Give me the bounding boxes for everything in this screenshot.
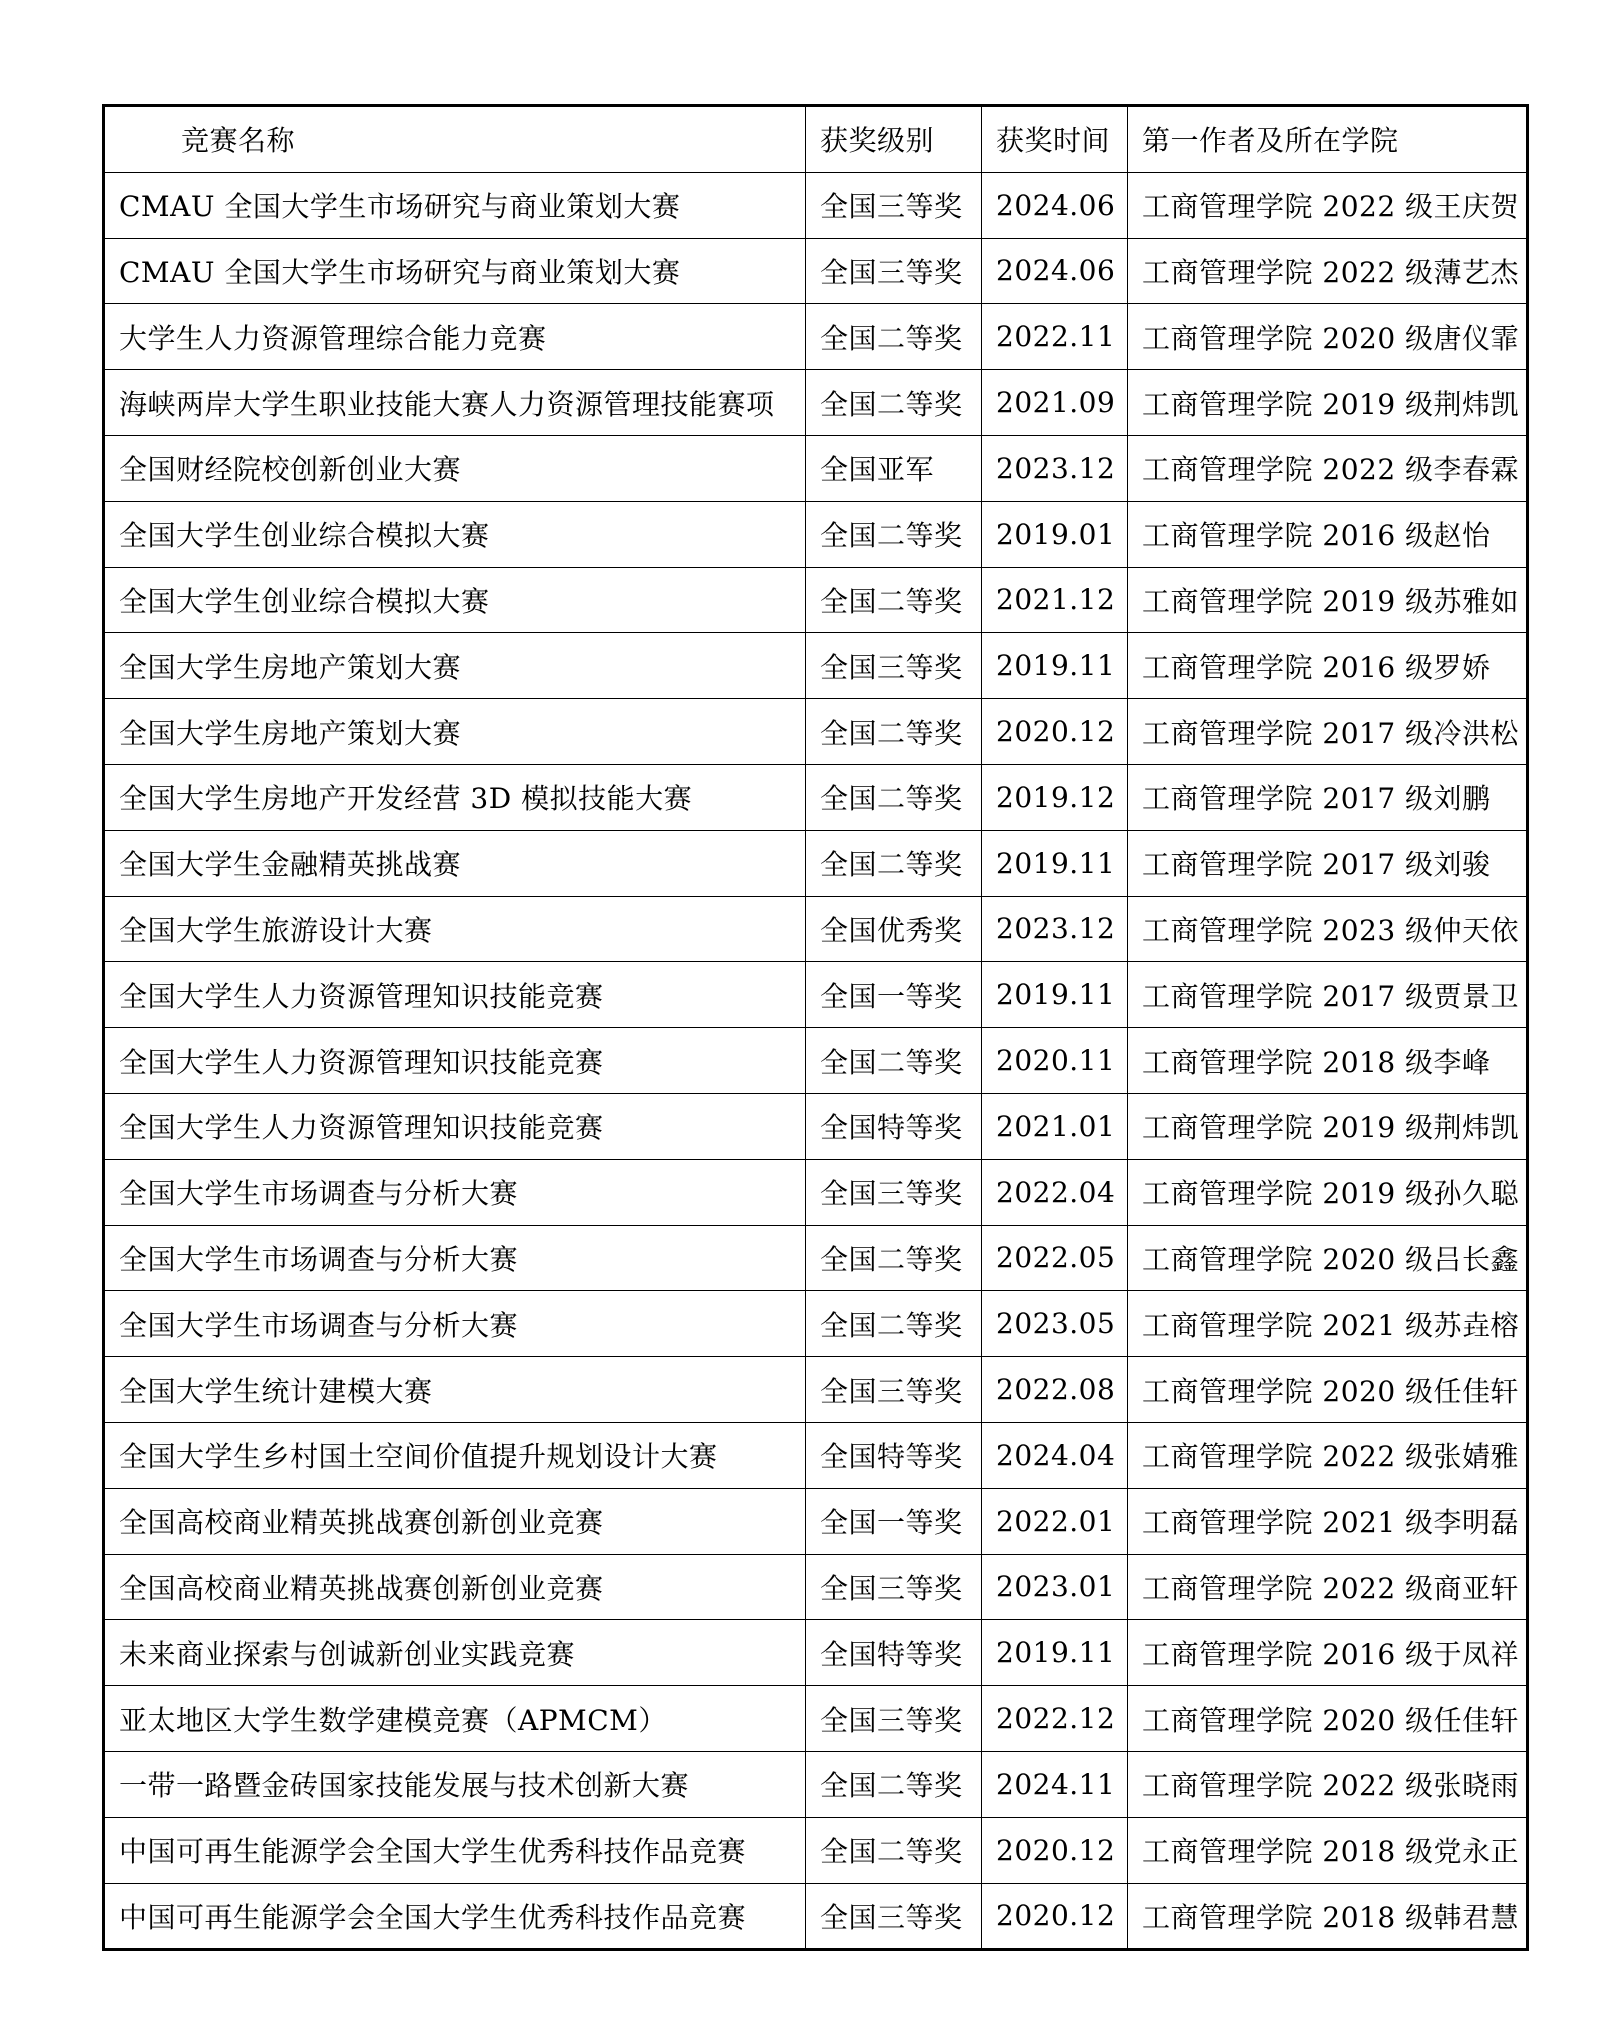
table-row: [104, 1357, 1528, 1423]
cell-competition-name: 全国大学生乡村国土空间价值提升规划设计大赛: [104, 1422, 806, 1488]
header-award-level: 获奖级别: [806, 106, 982, 173]
cell-award-level: 全国优秀奖: [806, 896, 982, 962]
cell-first-author: 工商管理学院 2022 级薄艺杰: [1128, 238, 1528, 304]
cell-award-level: 全国特等奖: [806, 1093, 982, 1159]
cell-first-author: 工商管理学院 2022 级王庆贺: [1128, 172, 1528, 238]
header-first-author: 第一作者及所在学院: [1128, 106, 1528, 173]
cell-award-level: 全国三等奖: [806, 633, 982, 699]
cell-award-level: 全国亚军: [806, 435, 982, 501]
cell-first-author: 工商管理学院 2020 级吕长鑫: [1128, 1225, 1528, 1291]
cell-first-author: 工商管理学院 2017 级刘骏: [1128, 830, 1528, 896]
cell-award-level: 全国二等奖: [806, 764, 982, 830]
cell-first-author: 工商管理学院 2017 级贾景卫: [1128, 962, 1528, 1028]
cell-first-author: 工商管理学院 2021 级苏垚榕: [1128, 1291, 1528, 1357]
table-row: [104, 238, 1528, 304]
cell-award-date: 2022.01: [982, 1488, 1128, 1554]
cell-award-level: 全国二等奖: [806, 1028, 982, 1094]
table-row: [104, 633, 1528, 699]
cell-first-author: 工商管理学院 2017 级刘鹏: [1128, 764, 1528, 830]
cell-award-date: 2020.12: [982, 699, 1128, 765]
cell-award-level: 全国三等奖: [806, 1159, 982, 1225]
cell-award-date: 2023.01: [982, 1554, 1128, 1620]
cell-award-level: 全国二等奖: [806, 501, 982, 567]
cell-first-author: 工商管理学院 2019 级苏雅如: [1128, 567, 1528, 633]
cell-award-date: 2020.12: [982, 1817, 1128, 1883]
cell-award-level: 全国二等奖: [806, 1291, 982, 1357]
cell-competition-name: 全国大学生人力资源管理知识技能竞赛: [104, 962, 806, 1028]
cell-award-date: 2019.11: [982, 962, 1128, 1028]
cell-first-author: 工商管理学院 2020 级任佳轩: [1128, 1357, 1528, 1423]
cell-award-date: 2019.11: [982, 830, 1128, 896]
cell-award-level: 全国二等奖: [806, 1817, 982, 1883]
cell-competition-name: 全国大学生房地产策划大赛: [104, 633, 806, 699]
cell-award-level: 全国三等奖: [806, 1686, 982, 1752]
table-row: [104, 830, 1528, 896]
table-row: [104, 304, 1528, 370]
table-row: [104, 1093, 1528, 1159]
cell-competition-name: 全国大学生创业综合模拟大赛: [104, 567, 806, 633]
cell-first-author: 工商管理学院 2021 级李明磊: [1128, 1488, 1528, 1554]
cell-competition-name: 全国大学生旅游设计大赛: [104, 896, 806, 962]
cell-award-level: 全国特等奖: [806, 1620, 982, 1686]
cell-award-date: 2021.12: [982, 567, 1128, 633]
cell-award-date: 2022.11: [982, 304, 1128, 370]
cell-competition-name: 全国大学生房地产开发经营 3D 模拟技能大赛: [104, 764, 806, 830]
table-row: [104, 699, 1528, 765]
table-row: [104, 1225, 1528, 1291]
cell-first-author: 工商管理学院 2022 级商亚轩: [1128, 1554, 1528, 1620]
cell-award-date: 2019.11: [982, 633, 1128, 699]
table-row: [104, 1159, 1528, 1225]
cell-award-level: 全国三等奖: [806, 1883, 982, 1950]
cell-competition-name: 全国大学生市场调查与分析大赛: [104, 1225, 806, 1291]
table-row: [104, 896, 1528, 962]
cell-first-author: 工商管理学院 2022 级张晓雨: [1128, 1751, 1528, 1817]
cell-award-level: 全国三等奖: [806, 1554, 982, 1620]
cell-competition-name: 全国大学生市场调查与分析大赛: [104, 1291, 806, 1357]
cell-first-author: 工商管理学院 2016 级赵怡: [1128, 501, 1528, 567]
table-row: [104, 501, 1528, 567]
cell-competition-name: 海峡两岸大学生职业技能大赛人力资源管理技能赛项: [104, 370, 806, 436]
cell-competition-name: 中国可再生能源学会全国大学生优秀科技作品竞赛: [104, 1883, 806, 1950]
cell-award-date: 2023.12: [982, 896, 1128, 962]
cell-first-author: 工商管理学院 2022 级李春霖: [1128, 435, 1528, 501]
cell-competition-name: 一带一路暨金砖国家技能发展与技术创新大赛: [104, 1751, 806, 1817]
cell-award-date: 2021.09: [982, 370, 1128, 436]
cell-award-date: 2023.05: [982, 1291, 1128, 1357]
cell-competition-name: 全国大学生统计建模大赛: [104, 1357, 806, 1423]
cell-award-level: 全国三等奖: [806, 172, 982, 238]
table-row: [104, 1291, 1528, 1357]
cell-award-date: 2024.04: [982, 1422, 1128, 1488]
cell-award-date: 2019.01: [982, 501, 1128, 567]
cell-award-date: 2022.08: [982, 1357, 1128, 1423]
cell-first-author: 工商管理学院 2020 级任佳轩: [1128, 1686, 1528, 1752]
cell-award-level: 全国三等奖: [806, 238, 982, 304]
cell-first-author: 工商管理学院 2020 级唐仪霏: [1128, 304, 1528, 370]
cell-competition-name: 全国高校商业精英挑战赛创新创业竞赛: [104, 1554, 806, 1620]
cell-award-level: 全国二等奖: [806, 1751, 982, 1817]
cell-first-author: 工商管理学院 2016 级罗娇: [1128, 633, 1528, 699]
cell-competition-name: 亚太地区大学生数学建模竞赛（APMCM）: [104, 1686, 806, 1752]
cell-competition-name: 全国大学生房地产策划大赛: [104, 699, 806, 765]
cell-competition-name: 全国大学生人力资源管理知识技能竞赛: [104, 1028, 806, 1094]
cell-award-date: 2022.12: [982, 1686, 1128, 1752]
cell-competition-name: 全国大学生创业综合模拟大赛: [104, 501, 806, 567]
table-row: [104, 1488, 1528, 1554]
table-row: [104, 764, 1528, 830]
cell-award-date: 2024.11: [982, 1751, 1128, 1817]
cell-competition-name: CMAU 全国大学生市场研究与商业策划大赛: [104, 172, 806, 238]
cell-award-level: 全国特等奖: [806, 1422, 982, 1488]
header-competition-name: 竞赛名称: [104, 106, 806, 173]
table-row: [104, 1817, 1528, 1883]
cell-first-author: 工商管理学院 2019 级孙久聪: [1128, 1159, 1528, 1225]
table-row: [104, 1883, 1528, 1950]
cell-first-author: 工商管理学院 2016 级于凤祥: [1128, 1620, 1528, 1686]
cell-first-author: 工商管理学院 2023 级仲天依: [1128, 896, 1528, 962]
cell-competition-name: 中国可再生能源学会全国大学生优秀科技作品竞赛: [104, 1817, 806, 1883]
cell-competition-name: 未来商业探索与创诚新创业实践竞赛: [104, 1620, 806, 1686]
header-row: [104, 106, 1528, 173]
cell-award-level: 全国二等奖: [806, 830, 982, 896]
cell-award-date: 2022.04: [982, 1159, 1128, 1225]
cell-first-author: 工商管理学院 2022 级张婧雅: [1128, 1422, 1528, 1488]
cell-award-level: 全国三等奖: [806, 1357, 982, 1423]
cell-competition-name: 大学生人力资源管理综合能力竞赛: [104, 304, 806, 370]
cell-award-level: 全国二等奖: [806, 304, 982, 370]
cell-award-level: 全国二等奖: [806, 370, 982, 436]
cell-award-level: 全国二等奖: [806, 567, 982, 633]
cell-first-author: 工商管理学院 2018 级党永正: [1128, 1817, 1528, 1883]
cell-award-date: 2020.12: [982, 1883, 1128, 1950]
table-row: [104, 1028, 1528, 1094]
cell-award-date: 2019.12: [982, 764, 1128, 830]
cell-first-author: 工商管理学院 2018 级李峰: [1128, 1028, 1528, 1094]
table-row: [104, 1686, 1528, 1752]
cell-award-date: 2024.06: [982, 172, 1128, 238]
cell-competition-name: 全国大学生人力资源管理知识技能竞赛: [104, 1093, 806, 1159]
cell-first-author: 工商管理学院 2017 级冷洪松: [1128, 699, 1528, 765]
cell-competition-name: 全国财经院校创新创业大赛: [104, 435, 806, 501]
cell-award-date: 2020.11: [982, 1028, 1128, 1094]
cell-award-level: 全国二等奖: [806, 699, 982, 765]
cell-competition-name: CMAU 全国大学生市场研究与商业策划大赛: [104, 238, 806, 304]
cell-award-date: 2021.01: [982, 1093, 1128, 1159]
table-body: [104, 172, 1528, 1950]
cell-competition-name: 全国大学生金融精英挑战赛: [104, 830, 806, 896]
cell-award-date: 2022.05: [982, 1225, 1128, 1291]
table-row: [104, 962, 1528, 1028]
table-row: [104, 370, 1528, 436]
table-row: [104, 1751, 1528, 1817]
cell-award-date: 2019.11: [982, 1620, 1128, 1686]
cell-competition-name: 全国高校商业精英挑战赛创新创业竞赛: [104, 1488, 806, 1554]
table-row: [104, 1422, 1528, 1488]
table-row: [104, 1620, 1528, 1686]
header-award-date: 获奖时间: [982, 106, 1128, 173]
table-row: [104, 172, 1528, 238]
cell-first-author: 工商管理学院 2019 级荆炜凯: [1128, 1093, 1528, 1159]
cell-award-date: 2023.12: [982, 435, 1128, 501]
cell-competition-name: 全国大学生市场调查与分析大赛: [104, 1159, 806, 1225]
awards-table: [102, 104, 1529, 1951]
cell-award-level: 全国一等奖: [806, 962, 982, 1028]
table-row: [104, 435, 1528, 501]
cell-award-level: 全国一等奖: [806, 1488, 982, 1554]
cell-award-date: 2024.06: [982, 238, 1128, 304]
table-row: [104, 567, 1528, 633]
table-row: [104, 1554, 1528, 1620]
cell-award-level: 全国二等奖: [806, 1225, 982, 1291]
cell-first-author: 工商管理学院 2018 级韩君慧: [1128, 1883, 1528, 1950]
cell-first-author: 工商管理学院 2019 级荆炜凯: [1128, 370, 1528, 436]
